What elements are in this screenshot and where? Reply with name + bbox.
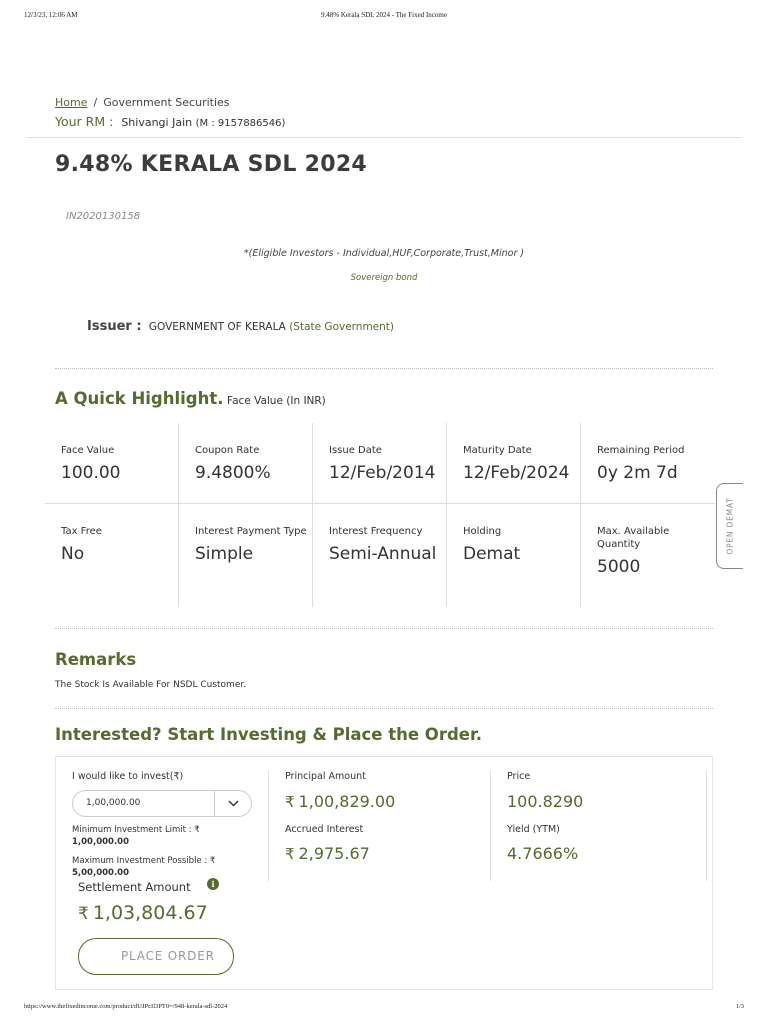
breadcrumb-separator: / bbox=[93, 96, 98, 109]
issuer-name: GOVERNMENT OF KERALA bbox=[148, 321, 286, 333]
highlight-cell-remaining-period bbox=[581, 423, 715, 503]
highlight-cell-face-value bbox=[45, 423, 179, 503]
rm-name: Shivangi Jain bbox=[121, 116, 193, 129]
cell-label: Max. Available Quantity bbox=[597, 526, 670, 550]
invest-amount-select[interactable] bbox=[72, 790, 252, 817]
cell-value: Demat bbox=[463, 544, 521, 564]
cell-value: 0y 2m 7d bbox=[597, 463, 678, 483]
breadcrumb-current: Government Securities bbox=[103, 96, 230, 109]
accrued-label: Accrued Interest bbox=[285, 824, 364, 835]
highlight-cell-issue-date bbox=[313, 423, 447, 503]
invest-amount-value: 1,00,000.00 bbox=[86, 798, 141, 808]
cell-value: No bbox=[61, 544, 85, 564]
cell-value: 12/Feb/2024 bbox=[463, 463, 570, 483]
highlight-cell-holding bbox=[447, 504, 581, 607]
place-order-button[interactable]: PLACE ORDER bbox=[78, 938, 234, 975]
highlight-cell-coupon-rate bbox=[179, 423, 313, 503]
settlement-label: Settlement Amount bbox=[78, 880, 191, 894]
issuer-type: (State Government) bbox=[289, 321, 395, 333]
highlight-cell-tax-free bbox=[45, 504, 179, 607]
section-divider bbox=[55, 368, 713, 369]
section-divider bbox=[55, 708, 713, 709]
relationship-manager bbox=[55, 114, 285, 129]
eligible-investors bbox=[0, 248, 768, 259]
max-limit-label: Maximum Investment Possible : ₹ bbox=[72, 856, 216, 866]
cell-label: Face Value bbox=[61, 445, 115, 456]
issuer-label: Issuer : bbox=[87, 319, 142, 334]
accrued-value: 2,975.67 bbox=[298, 844, 370, 863]
settlement-amount bbox=[78, 902, 208, 924]
section-divider bbox=[55, 628, 713, 629]
remarks-text: The Stock Is Available For NSDL Customer. bbox=[55, 680, 247, 690]
chevron-down-icon bbox=[228, 800, 239, 807]
cell-value: Semi-Annual bbox=[329, 544, 437, 564]
cell-value: 100.00 bbox=[61, 463, 121, 483]
highlight-grid bbox=[45, 423, 715, 607]
rm-phone: (M : 9157886546) bbox=[195, 118, 286, 129]
highlight-title: A Quick Highlight. bbox=[55, 389, 224, 408]
rupee-icon: ₹ bbox=[285, 845, 295, 863]
highlight-row bbox=[45, 504, 715, 607]
min-limit-value: 1,00,000.00 bbox=[72, 837, 130, 847]
rupee-icon: ₹ bbox=[285, 793, 295, 811]
rm-label: Your RM : bbox=[55, 114, 114, 129]
print-page-title: 9.48% Kerala SDL 2024 - The Fixed Income bbox=[321, 11, 447, 19]
order-section-title: Interested? Start Investing & Place the Order. bbox=[55, 725, 483, 744]
cell-value: 9.4800% bbox=[195, 463, 271, 483]
column-divider bbox=[268, 771, 269, 881]
cell-label: Holding bbox=[463, 526, 502, 537]
isin-code: IN2020130158 bbox=[66, 211, 141, 222]
max-investment-possible bbox=[72, 855, 215, 879]
cell-label: Maturity Date bbox=[463, 445, 532, 456]
highlight-row bbox=[45, 423, 715, 504]
cell-label: Interest Frequency bbox=[329, 526, 423, 537]
highlight-subtitle: Face Value (In INR) bbox=[227, 395, 326, 407]
principal-label: Principal Amount bbox=[285, 771, 366, 782]
breadcrumb-home-link[interactable]: Home bbox=[55, 96, 88, 109]
min-investment-limit bbox=[72, 824, 200, 848]
print-page-number: 1/3 bbox=[735, 1003, 744, 1010]
highlight-cell-maturity-date bbox=[447, 423, 581, 503]
settlement-value: 1,03,804.67 bbox=[92, 902, 208, 924]
principal-value: 1,00,829.00 bbox=[298, 792, 396, 811]
open-demat-tab[interactable] bbox=[716, 483, 743, 569]
eligible-investors-text: *(Eligible Investors - Individual,HUF,Corporate,Trust,Minor ) bbox=[243, 248, 525, 259]
header-divider bbox=[26, 137, 742, 138]
cell-label: Interest Payment Type bbox=[195, 526, 307, 537]
cell-value: 12/Feb/2014 bbox=[329, 463, 436, 483]
page-title: 9.48% KERALA SDL 2024 bbox=[55, 152, 368, 177]
principal-amount bbox=[285, 792, 395, 811]
issuer bbox=[87, 319, 394, 334]
yield-label: Yield (YTM) bbox=[507, 824, 560, 835]
cell-label: Coupon Rate bbox=[195, 445, 260, 456]
highlight-cell-interest-payment-type bbox=[179, 504, 313, 607]
max-limit-value: 5,00,000.00 bbox=[72, 868, 130, 878]
cell-value: Simple bbox=[195, 544, 254, 564]
cell-value: 5000 bbox=[597, 557, 641, 577]
open-demat-label: OPEN DEMAT bbox=[725, 497, 735, 555]
yield-value: 4.7666% bbox=[507, 844, 579, 863]
price-value: 100.8290 bbox=[507, 792, 584, 811]
highlight-cell-max-quantity bbox=[581, 504, 715, 607]
dropdown-toggle[interactable] bbox=[214, 791, 251, 816]
column-divider bbox=[490, 771, 491, 881]
print-url: https://www.thefixedincome.com/product/dUJPcIl3PT0=/948-kerala-sdl-2024 bbox=[24, 1003, 228, 1010]
invest-label: I would like to invest(₹) bbox=[72, 771, 184, 782]
remarks-title: Remarks bbox=[55, 650, 137, 669]
print-datetime: 12/3/23, 12:06 AM bbox=[24, 11, 78, 19]
rupee-icon: ₹ bbox=[78, 904, 89, 924]
bond-type: Sovereign bond bbox=[350, 273, 418, 283]
breadcrumb bbox=[55, 96, 230, 109]
accrued-interest bbox=[285, 844, 370, 863]
price-label: Price bbox=[507, 771, 531, 782]
min-limit-label: Minimum Investment Limit : ₹ bbox=[72, 825, 200, 835]
column-divider bbox=[706, 771, 707, 881]
cell-label: Remaining Period bbox=[597, 445, 685, 456]
info-icon[interactable]: i bbox=[207, 878, 219, 890]
cell-label: Issue Date bbox=[329, 445, 382, 456]
order-panel bbox=[55, 756, 713, 990]
cell-label: Tax Free bbox=[61, 526, 102, 537]
highlight-cell-interest-frequency bbox=[313, 504, 447, 607]
